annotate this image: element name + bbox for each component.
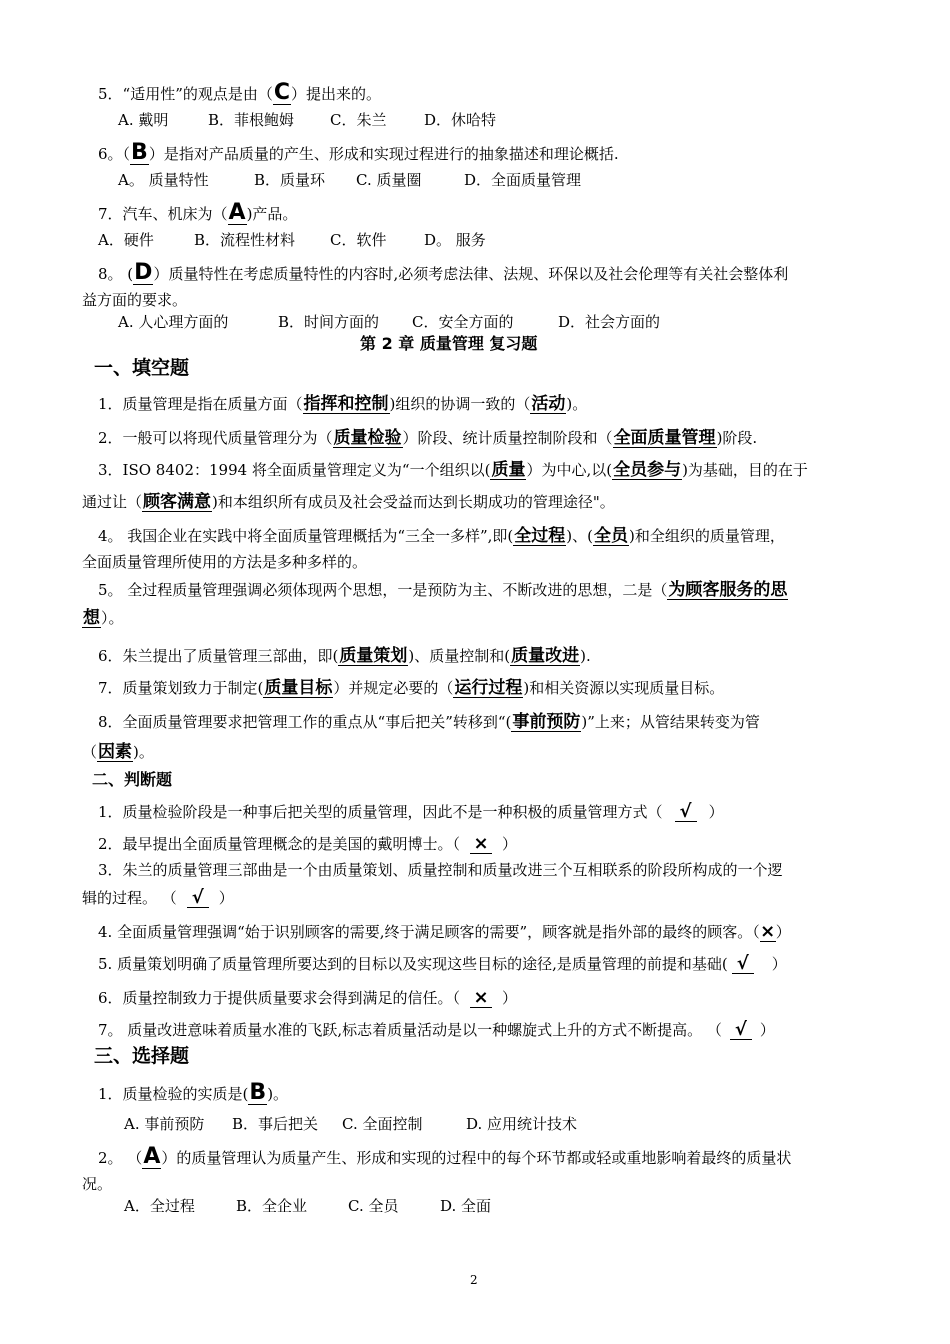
option: A. 人心理方面的 [118,313,229,331]
question-8 [98,262,788,285]
answer-handwritten: A [143,1144,161,1169]
question-text: 8。 ( [98,265,134,283]
judge-question-7: 7。 质量改进意味着质量水准的飞跃,标志着质量活动是以一种螺旋式上升的方式不断提高。 （ √ ） [98,1019,775,1040]
answer-handwritten: 全员参与 [613,460,682,480]
judge-question-3-continued: 辑的过程。 （ √ ） [82,887,234,908]
option: A．硬件 [98,231,154,249]
option: B．质量环 [254,171,326,189]
question-6 [98,142,619,165]
answer-handwritten: 事前预防 [512,712,581,732]
check-mark: √ [730,1021,752,1040]
option: D. 全面 [440,1197,492,1215]
option: C．软件 [330,231,387,249]
judge-question-6: 6．质量控制致力于提供质量要求会得到满足的信任。（ × ） [98,987,518,1008]
option: D．休哈特 [424,111,497,129]
fill-question-1: 1．质量管理是指在质量方面（指挥和控制)组织的协调一致的（活动)。 [98,394,588,414]
check-mark: √ [187,889,209,908]
cross-mark: × [470,989,492,1008]
section-title-true-false: 二、判断题 [92,770,173,789]
answer-handwritten: B [131,140,148,165]
question-text-continued: 益方面的要求。 [82,291,188,309]
option: A. 事前预防 [124,1115,205,1133]
option: D．社会方面的 [558,313,661,331]
question-8-options [118,312,660,332]
option: C. 全员 [348,1197,399,1215]
judge-question-5: 5. 质量策划明确了质量管理所要达到的目标以及实现这些目标的途径,是质量管理的前提和基础( √ ） [98,953,787,974]
fill-question-6: 6．朱兰提出了质量管理三部曲，即(质量策划)、质量控制和(质量改进). [98,646,591,666]
question-5-options [118,110,496,130]
page-number: 2 [470,1273,478,1287]
chapter-title: 第 2 章 质量管理 复习题 [360,334,538,353]
judge-question-1: 1．质量检验阶段是一种事后把关型的质量管理，因此不是一种积极的质量管理方式（ √ ） [98,801,724,822]
option: A. 戴明 [118,111,169,129]
option: D. 应用统计技术 [466,1115,578,1133]
fill-question-4-continued: 全面质量管理所使用的方法是多种多样的。 [82,553,368,571]
option: B．菲根鲍姆 [208,111,295,129]
answer-handwritten: 全员 [594,526,628,546]
answer-handwritten: A [228,200,246,225]
question-text: ）提出来的。 [291,85,382,103]
option: C．朱兰 [330,111,387,129]
fill-question-8: 8．全面质量管理要求把管理工作的重点从“事后把关”转移到“(事前预防)”上来；从管结果转变为管 [98,712,760,732]
option: C. 质量圈 [356,171,422,189]
option: C．安全方面的 [412,313,514,331]
option: D．全面质量管理 [464,171,582,189]
question-text: )产品。 [246,205,298,223]
choice-question-1-options [124,1114,577,1134]
fill-question-2: 2．一般可以将现代质量管理分为（质量检验）阶段、统计质量控制阶段和（全面质量管理)阶段. [98,428,758,448]
choice-question-2-continued: 况。 [82,1175,113,1193]
question-6-options [118,170,581,190]
question-7 [98,202,297,225]
answer-handwritten: 全过程 [514,526,566,546]
question-text: ）是指对产品质量的产生、形成和实现过程进行的抽象描述和理论概括. [148,145,619,163]
answer-handwritten: 质量策划 [339,646,408,666]
section-title-fill-blank: 一、填空题 [94,357,190,379]
answer-handwritten: 全面质量管理 [613,428,716,448]
answer-handwritten: 质量 [491,460,526,480]
check-mark: √ [732,955,754,974]
choice-question-1: 1．质量检验的实质是(B)。 [98,1080,289,1105]
answer-handwritten: D [134,260,153,285]
fill-question-4: 4。 我国企业在实践中将全面质量管理概括为“三全一多样”,即(全过程)、(全员)和全组织的质量管理， [98,526,785,546]
judge-question-4: 4. 全面质量管理强调“始于识别顾客的需要,终于满足顾客的需要”，顾客就是指外部的最终的顾客。（×） [98,921,791,942]
answer-handwritten: B [249,1080,267,1105]
fill-question-3: 3．ISO 8402：1994 将全面质量管理定义为“一个组织以(质量）为中心,以(全员参与)为基础，目的在于 [98,460,808,480]
option: B．全企业 [236,1197,308,1215]
answer-handwritten: 为顾客服务的思 [668,580,788,600]
question-text: ）质量特性在考虑质量特性的内容时,必须考虑法律、法规、环保以及社会伦理等有关社会整体利 [153,265,789,283]
option: A．全过程 [124,1197,195,1215]
judge-question-3: 3．朱兰的质量管理三部曲是一个由质量策划、质量控制和质量改进三个互相联系的阶段所构成的一个逻 [98,861,783,879]
option: B．事后把关 [232,1115,319,1133]
check-mark: √ [675,803,697,822]
option: A。 质量特性 [118,171,209,189]
fill-question-8-continued: （因素)。 [82,742,154,762]
fill-question-5-continued: 想）。 [83,608,124,628]
question-text: 6。（ [98,145,131,163]
answer-handwritten: 运行过程 [454,678,523,698]
cross-mark: × [470,835,492,854]
fill-question-3-continued: 通过让（顾客满意)和本组织所有成员及社会受益而达到长期成功的管理途径"。 [82,492,615,512]
answer-handwritten: 质量检验 [333,428,402,448]
cross-mark: × [760,921,776,942]
fill-question-5: 5。 全过程质量管理强调必须体现两个思想，一是预防为主、不断改进的思想，二是（为顾客服务的思 [98,580,788,600]
option: C. 全面控制 [342,1115,423,1133]
question-text: 7．汽车、机床为（ [98,205,228,223]
option: D。 服务 [424,231,486,249]
section-title-multiple-choice: 三、选择题 [94,1045,190,1067]
choice-question-2-options [124,1196,491,1216]
answer-handwritten: 指挥和控制 [303,394,389,414]
option: B．时间方面的 [278,313,380,331]
answer-handwritten: 想 [83,608,100,628]
answer-handwritten: C [273,80,291,105]
question-7-options [98,230,486,250]
answer-handwritten: 质量目标 [264,678,333,698]
question-5 [98,82,381,105]
fill-question-7: 7．质量策划致力于制定(质量目标）并规定必要的（运行过程)和相关资源以实现质量目标。 [98,678,725,698]
judge-question-2: 2．最早提出全面质量管理概念的是美国的戴明博士。（ × ） [98,833,518,854]
answer-handwritten: 质量改进 [511,646,580,666]
option: B．流程性材料 [194,231,296,249]
choice-question-2: 2。 （A）的质量管理认为质量产生、形成和实现的过程中的每个环节都或轻或重地影响着最终的质量状 [98,1144,792,1169]
answer-handwritten: 顾客满意 [143,492,212,512]
answer-handwritten: 活动 [531,394,566,414]
question-text: 5．“适用性”的观点是由（ [98,85,273,103]
answer-handwritten: 因素 [98,742,133,762]
